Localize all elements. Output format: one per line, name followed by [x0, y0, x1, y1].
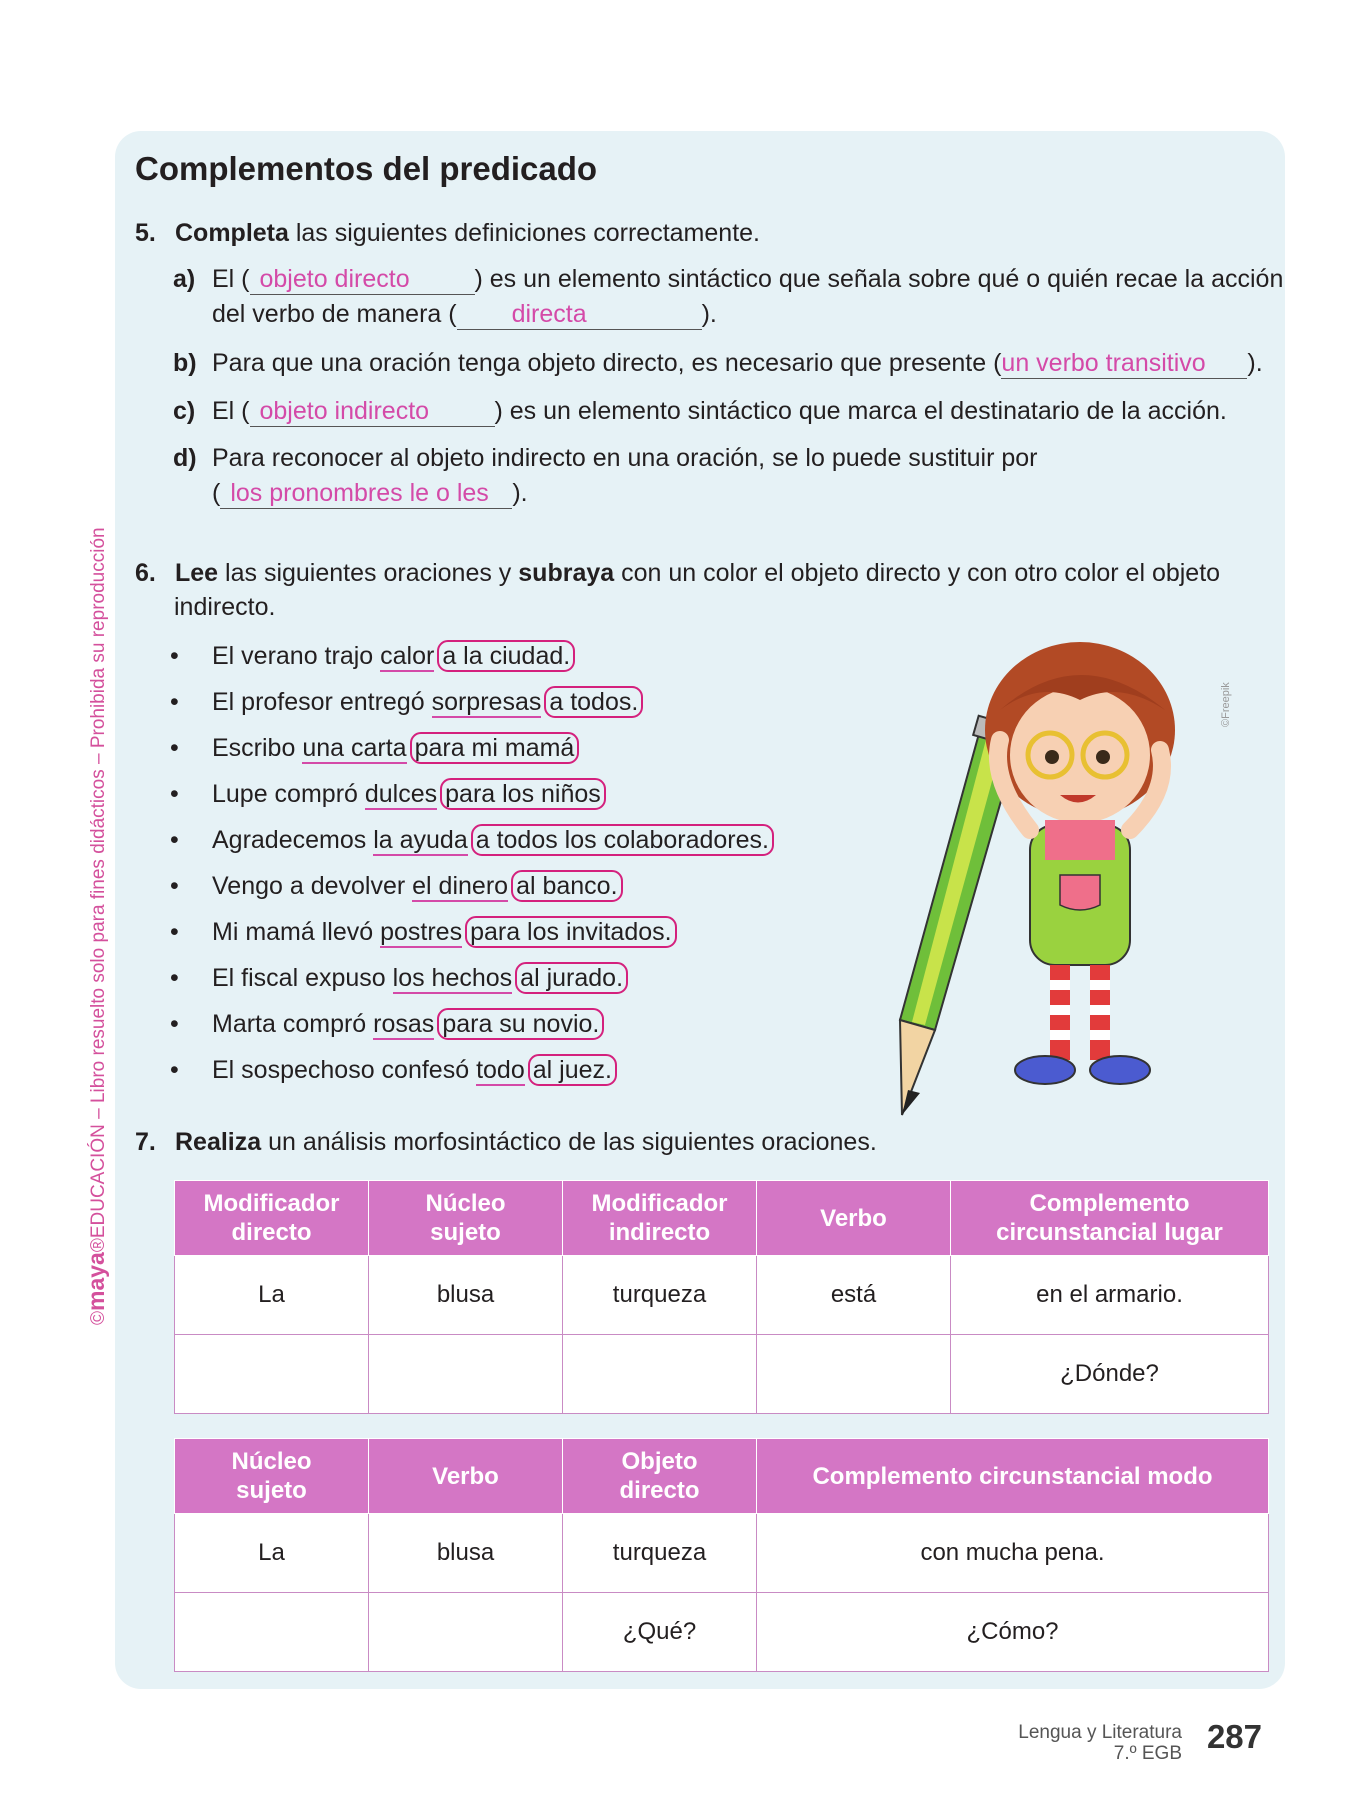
analysis-table-2 — [174, 1438, 1269, 1672]
answer-blank[interactable] — [457, 300, 702, 330]
table-cell[interactable]: ¿Qué? — [563, 1593, 757, 1672]
item-5d — [173, 441, 1273, 511]
table-header-cell: Núcleo sujeto — [175, 1439, 369, 1514]
table-cell[interactable]: en el armario. — [951, 1256, 1269, 1335]
sentence-text: Mi mamá llevó — [212, 918, 381, 946]
instruction-text: con un color el objeto directo y con otro color el objeto — [614, 559, 1221, 587]
indirect-object-circle[interactable]: al juez. — [528, 1054, 617, 1086]
table-header-cell: Núcleo sujeto — [369, 1181, 563, 1256]
table-cell[interactable] — [175, 1335, 369, 1414]
direct-object-underline[interactable]: todo — [476, 1056, 525, 1084]
table-cell[interactable]: ¿Cómo? — [757, 1593, 1269, 1672]
text: ). — [1247, 349, 1263, 377]
indirect-object-circle[interactable]: a todos. — [544, 686, 643, 718]
instruction-verb: Lee — [175, 559, 219, 587]
question-7 — [135, 1125, 877, 1159]
table-header-cell: Objeto directo — [563, 1439, 757, 1514]
question-number: 7. — [135, 1128, 156, 1156]
answer-blank[interactable] — [220, 479, 512, 509]
table-cell[interactable]: turqueza — [563, 1514, 757, 1593]
table-cell[interactable]: ¿Dónde? — [951, 1335, 1269, 1414]
direct-object-underline[interactable]: la ayuda — [373, 826, 468, 854]
item-label: a) — [173, 265, 196, 293]
indirect-object-circle[interactable]: a todos los colaboradores. — [471, 824, 774, 856]
girl-icon — [985, 642, 1175, 1084]
item-5c — [173, 394, 1273, 430]
answer-text: los pronombres le o les — [230, 479, 489, 507]
instruction-text: un análisis morfosintáctico de las siguientes oraciones. — [261, 1128, 877, 1156]
sentence-item — [212, 777, 606, 811]
direct-object-underline[interactable]: rosas — [373, 1010, 435, 1038]
indirect-object-circle[interactable]: para los niños — [440, 778, 606, 810]
sentence-text: Lupe compró — [212, 780, 365, 808]
table-header-cell: Verbo — [369, 1439, 563, 1514]
bullet: • — [170, 1056, 179, 1084]
bullet: • — [170, 826, 179, 854]
sentence-text: Agradecemos — [212, 826, 374, 854]
bullet: • — [170, 964, 179, 992]
item-5b — [173, 346, 1273, 382]
bullet: • — [170, 734, 179, 762]
answer-text: objeto indirecto — [259, 397, 430, 425]
indirect-object-circle[interactable]: al banco. — [511, 870, 622, 902]
sentence-item — [212, 1053, 617, 1087]
instruction-verb: subraya — [518, 559, 615, 587]
table-cell[interactable] — [563, 1335, 757, 1414]
table-row — [175, 1335, 1269, 1414]
sentence-text: El profesor entregó — [212, 688, 432, 716]
sentence-item — [212, 823, 774, 857]
text: El ( — [212, 265, 250, 293]
subject-text: Lengua y Literatura — [1018, 1722, 1182, 1743]
table-row — [175, 1593, 1269, 1672]
sentence-item — [212, 639, 575, 673]
direct-object-underline[interactable]: una carta — [302, 734, 407, 762]
text: El ( — [212, 397, 250, 425]
question-number: 5. — [135, 219, 156, 247]
sentence-text: Vengo a devolver — [212, 872, 413, 900]
bullet: • — [170, 780, 179, 808]
sentence-text: El sospechoso confesó — [212, 1056, 477, 1084]
item-label: c) — [173, 397, 196, 425]
table-cell[interactable]: blusa — [369, 1514, 563, 1593]
bullet: • — [170, 918, 179, 946]
text: ) es un elemento sintáctico que marca el destinatario de la acción. — [494, 397, 1227, 425]
table-row — [175, 1514, 1269, 1593]
item-5a — [173, 262, 1284, 332]
answer-text: objeto directo — [259, 265, 410, 293]
copyright-symbol: © — [88, 1311, 109, 1325]
table-cell[interactable]: La — [175, 1256, 369, 1335]
page-number: 287 — [1206, 1718, 1262, 1755]
table-header-cell: Verbo — [757, 1181, 951, 1256]
text: ). — [701, 300, 717, 328]
table-header-cell: Complemento circunstancial lugar — [951, 1181, 1269, 1256]
sentence-item — [212, 961, 628, 995]
table-cell[interactable]: La — [175, 1514, 369, 1593]
text: Para reconocer al objeto indirecto en una oración, se lo puede sustituir por — [212, 444, 1038, 472]
indirect-object-circle[interactable]: para mi mamá — [410, 732, 580, 764]
sentence-text: Escribo — [212, 734, 303, 762]
table-header-cell: Modificador directo — [175, 1181, 369, 1256]
instruction-text: las siguientes oraciones y — [218, 559, 519, 587]
bullet: • — [170, 1010, 179, 1038]
brand-name: maya — [83, 1252, 109, 1311]
question-5 — [135, 216, 760, 250]
direct-object-underline[interactable]: dulces — [364, 780, 438, 808]
direct-object-underline[interactable]: postres — [380, 918, 463, 946]
bullet: • — [170, 872, 179, 900]
grade-text: 7.º EGB — [1113, 1743, 1182, 1764]
sentence-text: Marta compró — [212, 1010, 374, 1038]
answer-text: un verbo transitivo — [1001, 349, 1206, 377]
answer-blank[interactable] — [1001, 349, 1247, 379]
table-cell[interactable]: con mucha pena. — [757, 1514, 1269, 1593]
footer-subject — [882, 1722, 1182, 1764]
girl-with-pencil-illustration — [880, 640, 1260, 1120]
text: del verbo de manera ( — [212, 300, 457, 328]
table-row — [175, 1256, 1269, 1335]
item-label: b) — [173, 349, 197, 377]
direct-object-underline[interactable]: los hechos — [392, 964, 513, 992]
sentence-item — [212, 731, 579, 765]
text: Para que una oración tenga objeto directo, es necesario que presente ( — [212, 349, 1002, 377]
item-label: d) — [173, 444, 197, 472]
sentence-item — [212, 685, 643, 719]
table-header-cell: Modificador indirecto — [563, 1181, 757, 1256]
answer-blank[interactable] — [250, 397, 495, 427]
answer-blank[interactable] — [250, 265, 475, 295]
answer-text: directa — [511, 300, 587, 328]
table-cell[interactable]: está — [757, 1256, 951, 1335]
sentence-item — [212, 869, 623, 903]
sentence-text: El verano trajo — [212, 642, 381, 670]
table-cell[interactable]: turqueza — [563, 1256, 757, 1335]
text: ( — [212, 479, 221, 507]
table-header-cell: Complemento circunstancial modo — [757, 1439, 1269, 1514]
table-cell[interactable] — [369, 1593, 563, 1672]
sentence-text: El fiscal expuso — [212, 964, 393, 992]
sentence-item — [212, 915, 677, 949]
table-cell[interactable]: blusa — [369, 1256, 563, 1335]
instruction-verb: Realiza — [175, 1128, 262, 1156]
table-cell[interactable] — [757, 1335, 951, 1414]
question-6 — [135, 556, 1275, 590]
instruction-text: las siguientes definiciones correctamente. — [288, 219, 760, 247]
direct-object-underline[interactable]: sorpresas — [431, 688, 542, 716]
indirect-object-circle[interactable]: al jurado. — [515, 962, 628, 994]
indirect-object-circle[interactable]: para su novio. — [437, 1008, 604, 1040]
instruction-verb: Completa — [175, 219, 289, 247]
instruction-text: indirecto. — [174, 593, 276, 621]
page-footer — [1018, 1718, 1262, 1764]
table-cell[interactable] — [369, 1335, 563, 1414]
direct-object-underline[interactable]: el dinero — [412, 872, 509, 900]
section-title: Complementos del predicado — [135, 150, 598, 187]
analysis-table-1 — [174, 1180, 1269, 1414]
text: ) es un elemento sintáctico que señala sobre qué o quién recae la acción — [474, 265, 1284, 293]
table-cell[interactable] — [175, 1593, 369, 1672]
bullet: • — [170, 688, 179, 716]
bullet: • — [170, 642, 179, 670]
image-credit: ©Freepik — [1220, 682, 1232, 727]
question-6-continued — [174, 590, 275, 624]
question-number: 6. — [135, 559, 156, 587]
indirect-object-circle[interactable]: para los invitados. — [465, 916, 677, 948]
sentence-item — [212, 1007, 604, 1041]
direct-object-underline[interactable]: calor — [380, 642, 435, 670]
text: ). — [512, 479, 528, 507]
registered-symbol: ® — [88, 1238, 109, 1253]
side-text: EDUCACIÓN – Libro resuelto solo para fines didácticos – Prohibida su reproducción — [88, 527, 109, 1239]
indirect-object-circle[interactable]: a la ciudad. — [437, 640, 575, 672]
